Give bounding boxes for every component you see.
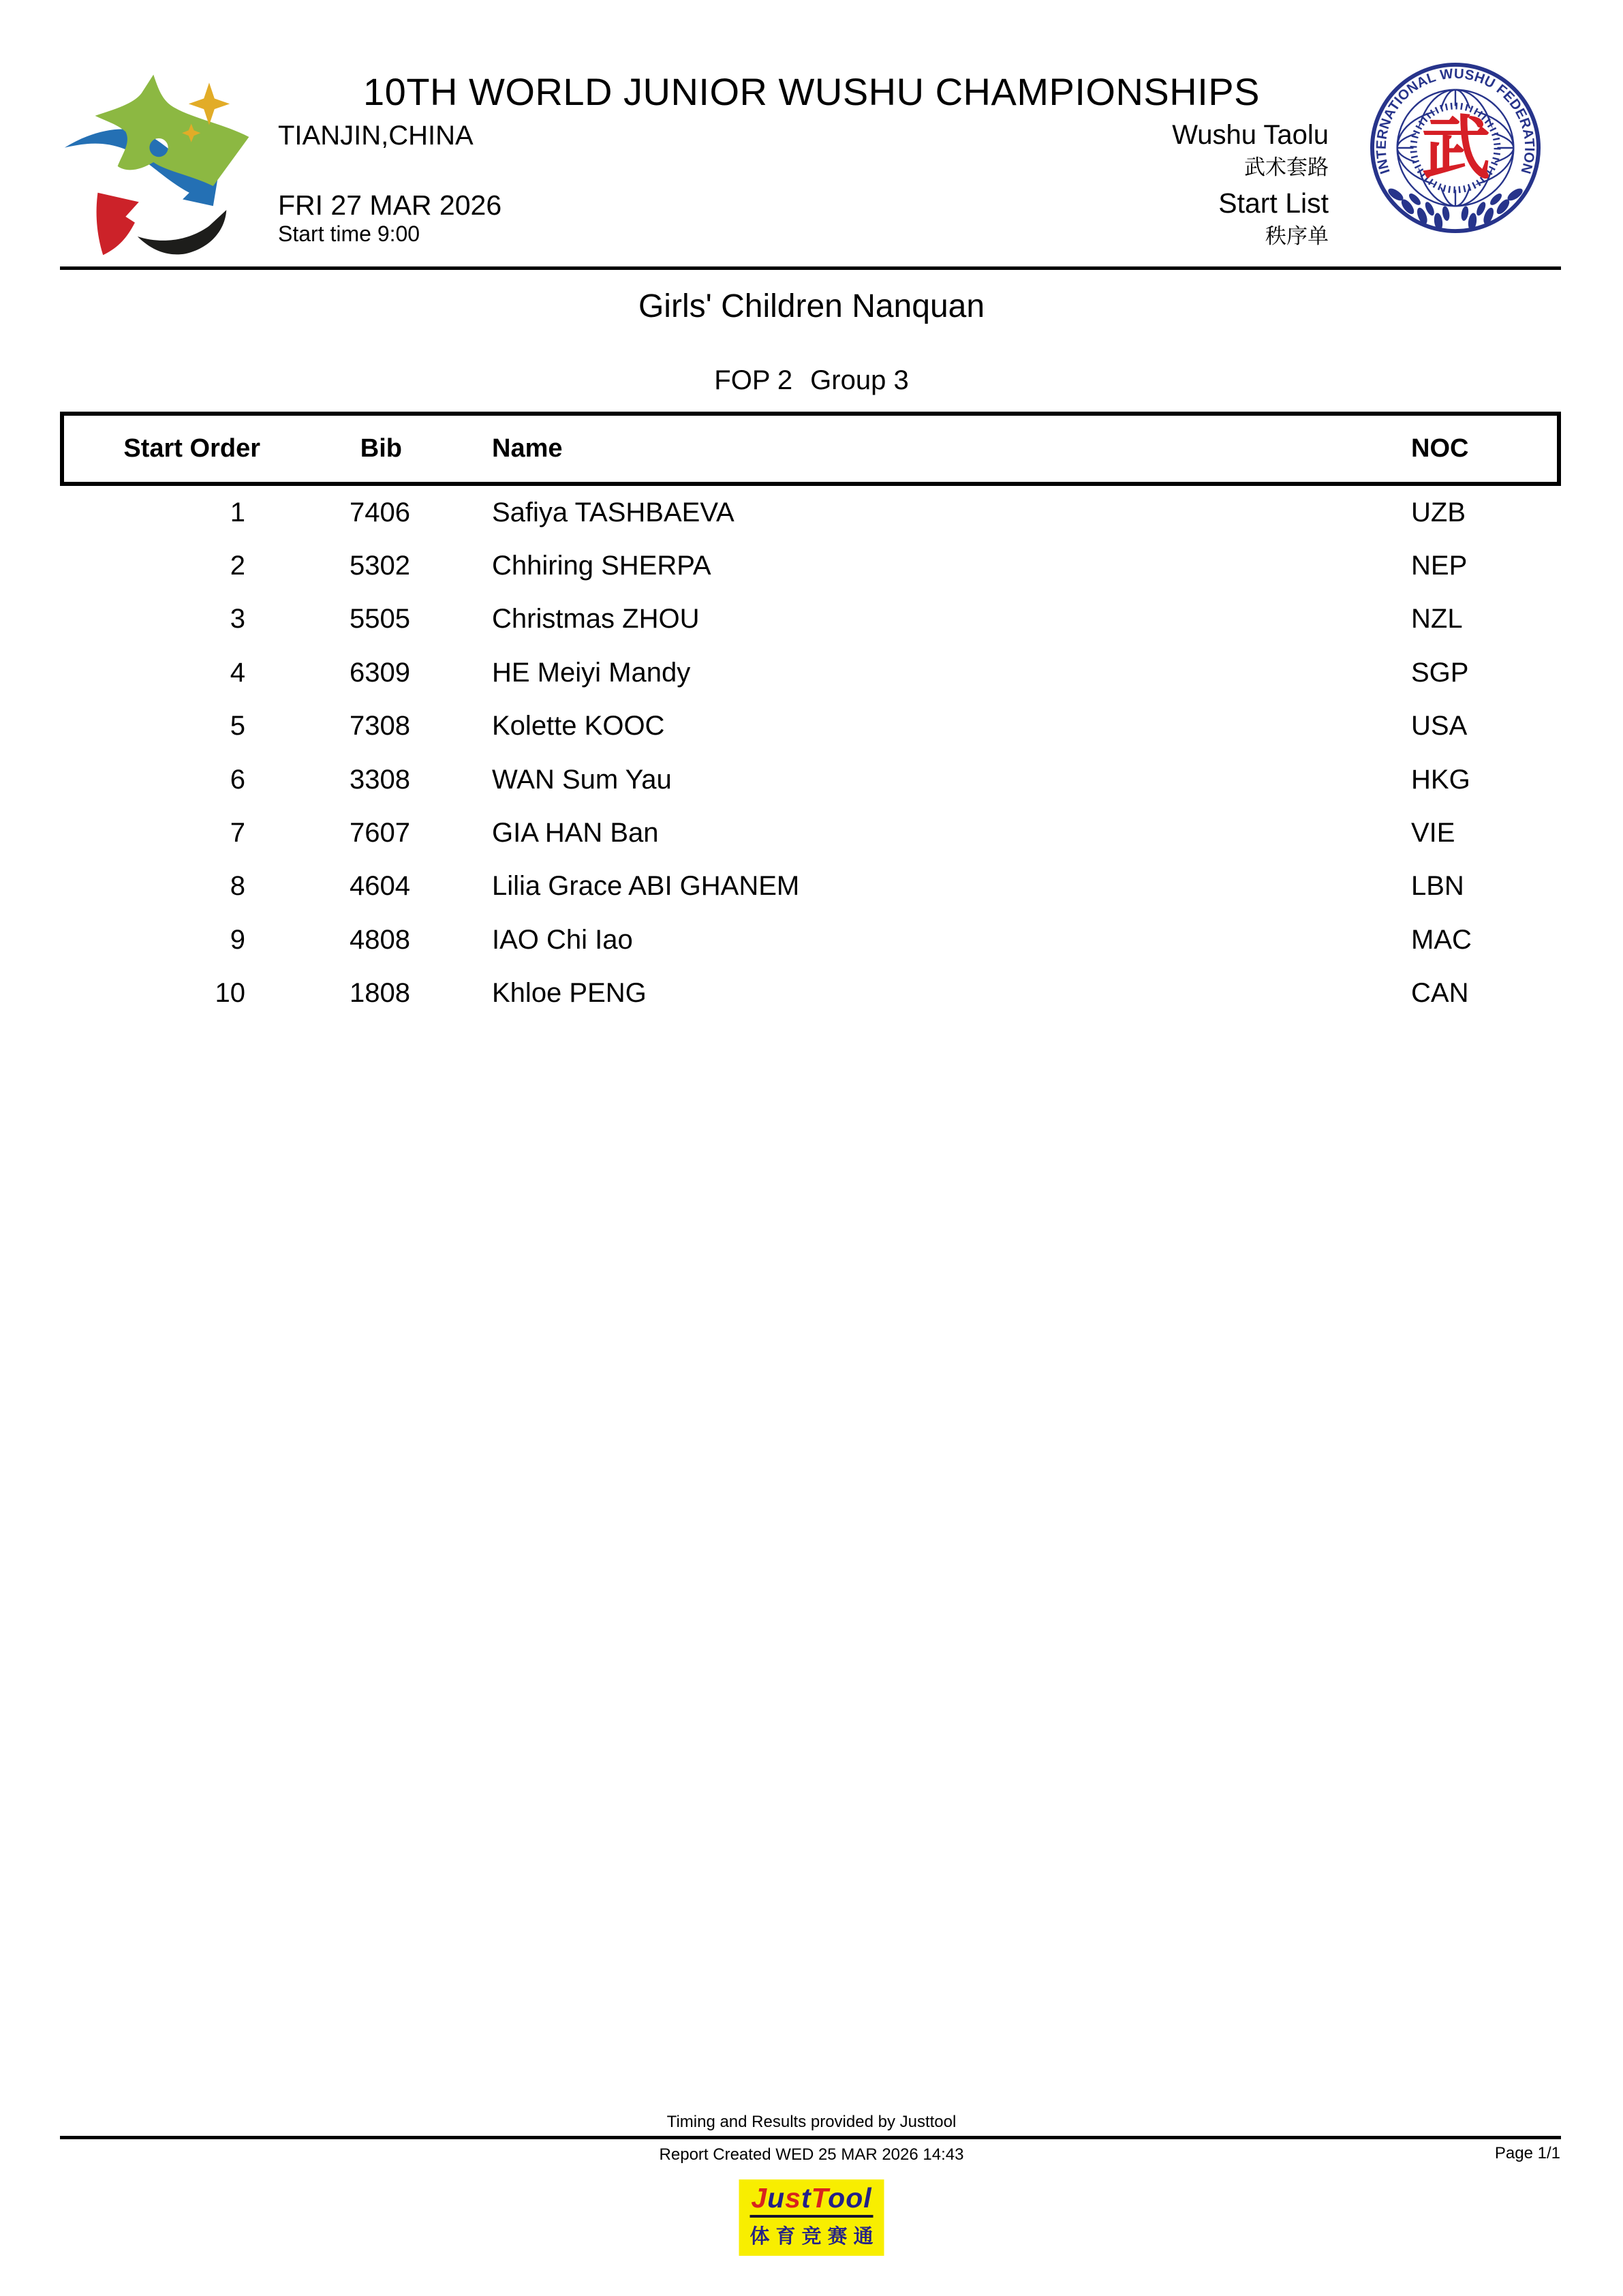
table-row	[60, 646, 1561, 699]
session-fop: FOP 2	[714, 365, 793, 395]
discipline-zh: 武术套路	[1244, 155, 1329, 179]
session-group: Group 3	[810, 365, 909, 395]
header-divider	[60, 266, 1561, 270]
doc-type-zh: 秩序单	[1265, 224, 1329, 249]
table-row	[60, 753, 1561, 806]
cell-noc: HKG	[1411, 764, 1470, 795]
cell-start-order: 9	[230, 924, 245, 955]
page-number: Page 1/1	[1494, 2144, 1560, 2162]
cell-start-order: 4	[230, 657, 245, 688]
cell-name: Lilia Grace ABI GHANEM	[492, 871, 800, 902]
justtool-word	[749, 2184, 873, 2213]
cell-noc: NZL	[1411, 604, 1463, 634]
column-header-name: Name	[492, 434, 563, 463]
event-date: FRI 27 MAR 2026	[278, 189, 502, 221]
cell-bib: 6309	[350, 657, 410, 688]
cell-name: Chhiring SHERPA	[492, 551, 711, 581]
justtool-letter: o	[828, 2182, 846, 2214]
event-location: TIANJIN,CHINA	[278, 121, 474, 151]
cell-name: IAO Chi Iao	[492, 924, 633, 955]
justtool-letter: l	[863, 2182, 872, 2214]
justtool-logo-icon	[739, 2179, 884, 2256]
cell-name: WAN Sum Yau	[492, 764, 672, 795]
cell-bib: 1808	[350, 978, 410, 1009]
justtool-letter: J	[751, 2182, 768, 2214]
table-row	[60, 539, 1561, 592]
cell-bib: 7607	[350, 818, 410, 848]
table-header	[60, 412, 1561, 486]
event-title: Girls' Children Nanquan	[638, 288, 985, 324]
cell-bib: 4604	[350, 871, 410, 902]
cell-name: Khloe PENG	[492, 978, 647, 1009]
cell-noc: VIE	[1411, 818, 1455, 848]
column-header-start-order: Start Order	[123, 434, 260, 463]
justtool-chinese: 体育竞赛通	[749, 2226, 880, 2248]
cell-bib: 3308	[350, 764, 410, 795]
cell-bib: 7308	[350, 711, 410, 741]
page-title: 10TH WORLD JUNIOR WUSHU CHAMPIONSHIPS	[363, 70, 1260, 113]
cell-noc: CAN	[1411, 978, 1469, 1009]
justtool-underline	[749, 2215, 873, 2218]
cell-name: HE Meiyi Mandy	[492, 657, 691, 688]
cell-bib: 5302	[350, 551, 410, 581]
cell-noc: UZB	[1411, 497, 1466, 527]
cell-start-order: 3	[230, 604, 245, 634]
cell-noc: USA	[1411, 711, 1468, 741]
logo-black-swoosh	[138, 210, 226, 254]
logo-red-shape	[97, 193, 139, 255]
cell-start-order: 5	[230, 711, 245, 741]
table-row	[60, 913, 1561, 966]
cell-start-order: 2	[230, 551, 245, 581]
justtool-letter: T	[811, 2182, 829, 2214]
start-time: Start time 9:00	[278, 221, 420, 246]
cell-name: Christmas ZHOU	[492, 604, 700, 634]
cell-noc: SGP	[1411, 657, 1469, 688]
justtool-letter: s	[785, 2182, 801, 2214]
cell-noc: MAC	[1411, 924, 1472, 955]
cell-start-order: 8	[230, 871, 245, 902]
table-row	[60, 967, 1561, 1020]
table-body	[60, 486, 1561, 1020]
justtool-letter: o	[846, 2182, 864, 2214]
document-info	[1172, 120, 1329, 248]
iwuf-seal-svg	[1367, 60, 1543, 236]
cell-name: Kolette KOOC	[492, 711, 665, 741]
cell-start-order: 10	[215, 978, 245, 1009]
cell-start-order: 6	[230, 764, 245, 795]
cell-bib: 5505	[350, 604, 410, 634]
cell-bib: 7406	[350, 497, 410, 527]
session-line	[0, 365, 1623, 396]
table-row	[60, 593, 1561, 646]
cell-name: Safiya TASHBAEVA	[492, 497, 735, 527]
justtool-letter: t	[801, 2182, 812, 2214]
cell-bib: 4808	[350, 924, 410, 955]
report-created: Report Created WED 25 MAR 2026 14:43	[659, 2145, 964, 2164]
doc-type-en: Start List	[1218, 187, 1329, 219]
table-row	[60, 860, 1561, 913]
justtool-letter: u	[767, 2182, 786, 2214]
iwuf-federation-seal-icon	[1367, 60, 1543, 236]
cell-start-order: 7	[230, 818, 245, 848]
cell-noc: NEP	[1411, 551, 1468, 581]
seal-ring-text: INTERNATIONAL WUSHU FEDERATION	[1374, 66, 1537, 176]
table-row	[60, 700, 1561, 753]
timing-note: Timing and Results provided by Justtool	[666, 2113, 957, 2131]
table-row	[60, 486, 1561, 539]
discipline-en: Wushu Taolu	[1172, 120, 1329, 150]
table-row	[60, 806, 1561, 859]
footer-divider	[60, 2136, 1561, 2139]
cell-noc: LBN	[1411, 871, 1464, 902]
column-header-noc: NOC	[1411, 434, 1469, 463]
seal-wu-glyph: 武	[1421, 110, 1491, 187]
cell-name: GIA HAN Ban	[492, 818, 659, 848]
column-header-bib: Bib	[360, 434, 402, 463]
cell-start-order: 1	[230, 497, 245, 527]
